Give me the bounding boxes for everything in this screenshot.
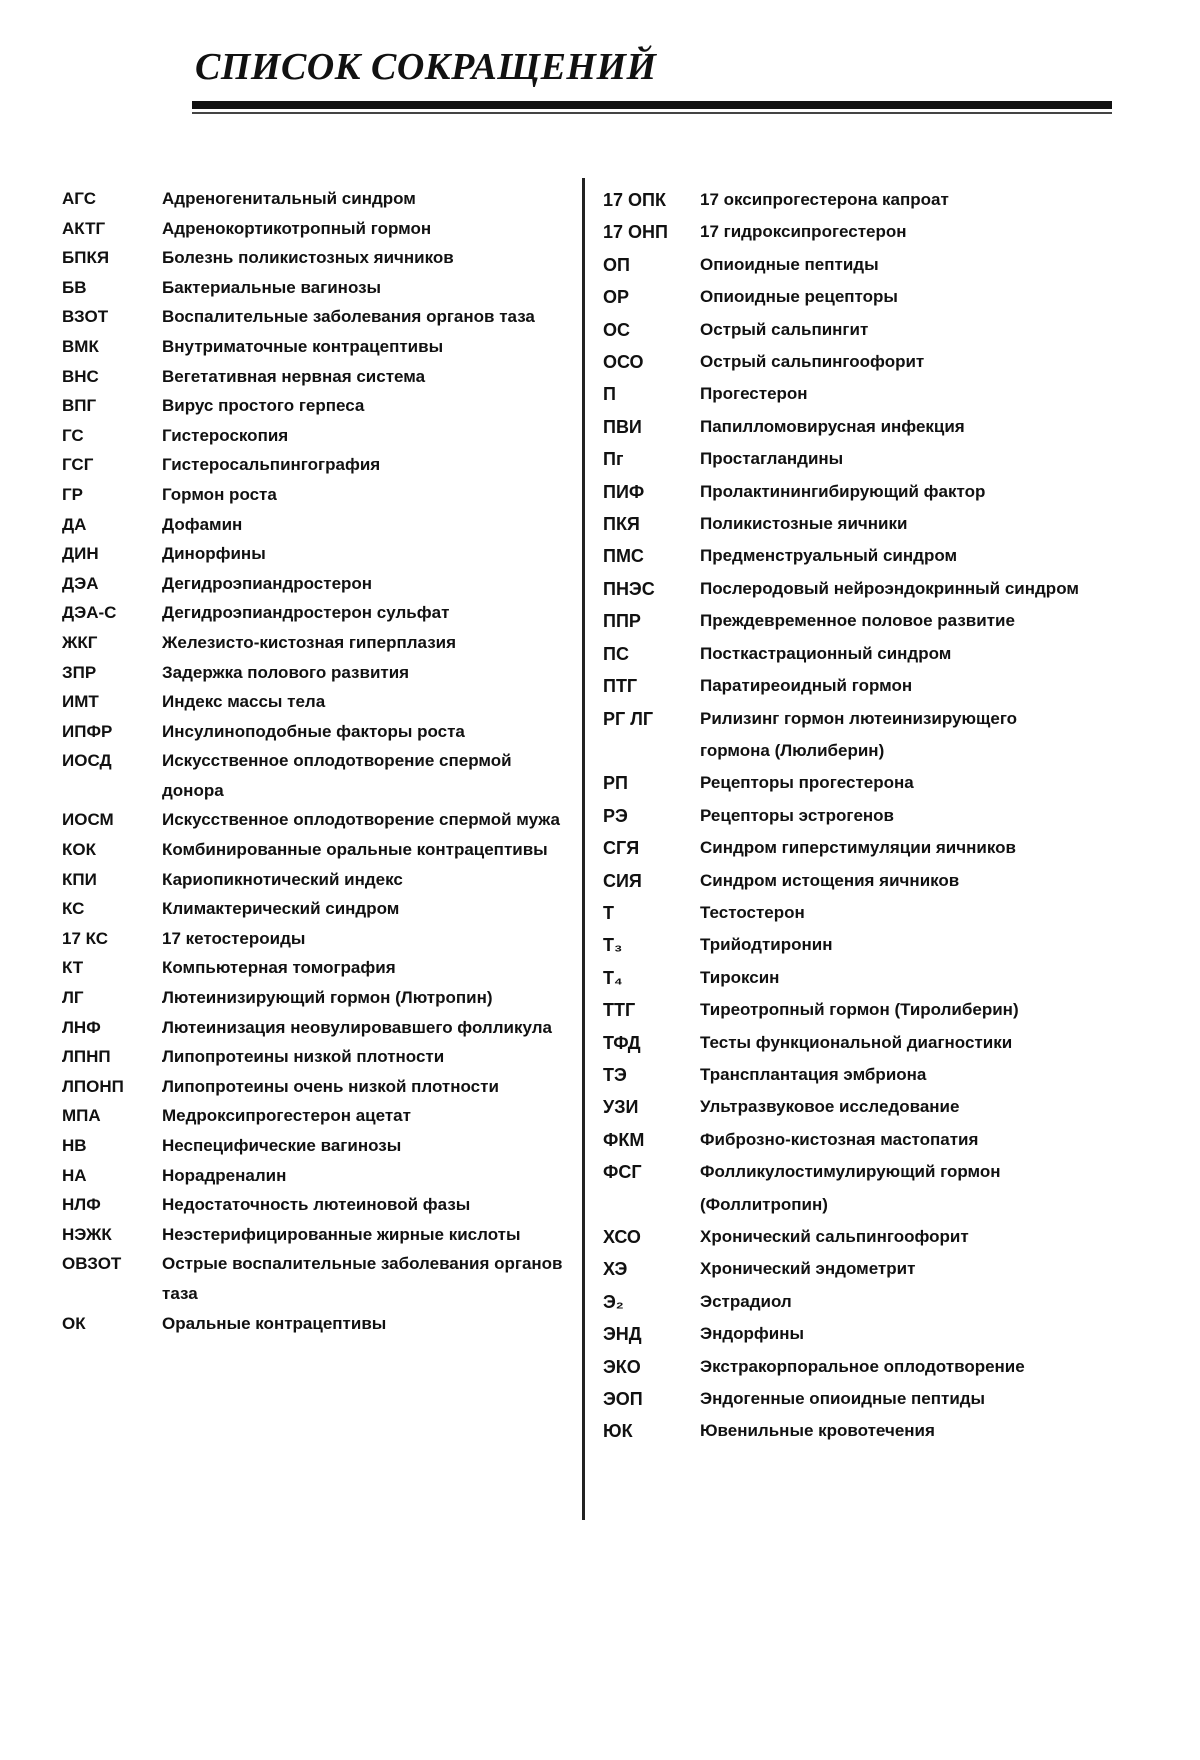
abbreviation-entry (603, 443, 1083, 475)
abbreviation-term: ДА (62, 514, 87, 534)
abbreviation-definition: Вегетативная нервная система (162, 366, 426, 386)
abbreviation-term: РГ ЛГ (603, 708, 654, 729)
abbreviation-definition: Неэстерифицированные жирные кислоты (162, 1224, 521, 1244)
abbreviation-entry (603, 184, 1083, 216)
abbreviation-entry (62, 1190, 570, 1220)
abbreviation-definition: Воспалительные заболевания органов таза (162, 307, 535, 327)
abbreviation-term: ВМК (62, 336, 99, 356)
abbreviation-term: БПКЯ (62, 248, 110, 268)
abbreviation-entry (603, 216, 1083, 248)
abbreviation-term: ЮК (603, 1421, 633, 1442)
abbreviation-entry (603, 1383, 1083, 1415)
abbreviation-definition: Железисто-кистозная гиперплазия (162, 632, 457, 652)
abbreviation-term: ХСО (603, 1227, 641, 1247)
abbreviation-entry (603, 865, 1083, 897)
abbreviation-entry (603, 1124, 1083, 1156)
abbreviation-definition: Липопротеины очень низкой плотности (162, 1076, 499, 1096)
abbreviation-definition: Эндорфины (700, 1324, 805, 1344)
abbreviation-definition: Ультразвуковое исследование (700, 1097, 960, 1117)
abbreviation-entry (62, 332, 570, 362)
abbreviation-definition: Пролактинингибирующий фактор (700, 481, 986, 501)
abbreviation-entry (603, 994, 1083, 1026)
abbreviation-definition: Ювенильные кровотечения (700, 1421, 935, 1441)
abbreviation-entry (603, 1091, 1083, 1123)
abbreviation-term: ОК (62, 1313, 86, 1333)
abbreviation-entry (62, 953, 570, 983)
page-title: СПИСОК СОКРАЩЕНИЙ (195, 46, 657, 88)
abbreviation-entry (62, 510, 570, 540)
abbreviation-definition: Дофамин (162, 514, 243, 534)
abbreviation-definition: Паратиреоидный гормон (700, 676, 913, 696)
abbreviation-entry (603, 508, 1083, 540)
abbreviation-term: Э₂ (603, 1291, 624, 1312)
abbreviation-definition: Посткастрационный синдром (700, 643, 952, 663)
abbreviation-definition: Предменструальный синдром (700, 546, 958, 566)
abbreviation-term: ПНЭС (603, 578, 655, 599)
abbreviation-definition: Рилизинг гормон лютеинизирующего гормона (Люлиберин) (700, 708, 1018, 760)
abbreviation-term: Пг (603, 449, 624, 470)
abbreviation-term: РЭ (603, 805, 628, 826)
abbreviation-term: НЛФ (62, 1195, 101, 1215)
abbreviation-entry (62, 302, 570, 332)
abbreviation-term: КТ (62, 958, 84, 978)
abbreviation-entry (603, 800, 1083, 832)
abbreviation-entry (603, 1156, 1083, 1221)
abbreviation-term: КПИ (62, 869, 97, 889)
abbreviation-definition: Гистеросальпингография (162, 455, 381, 475)
abbreviation-term: ХЭ (603, 1259, 628, 1280)
abbreviation-entry (603, 314, 1083, 346)
abbreviation-entry (603, 638, 1083, 670)
abbreviation-definition: Компьютерная томография (162, 958, 396, 978)
abbreviation-definition: Климактерический синдром (162, 899, 400, 919)
abbreviation-term: БВ (62, 277, 87, 297)
abbreviation-entry (603, 1415, 1083, 1447)
abbreviation-entry (62, 569, 570, 599)
abbreviation-term: ОСО (603, 352, 644, 373)
abbreviation-definition: Острый сальпингоофорит (700, 352, 925, 372)
abbreviation-definition: Задержка полового развития (162, 662, 410, 682)
abbreviation-term: ИПФР (62, 721, 113, 741)
abbreviation-term: ЛПНП (62, 1047, 111, 1067)
abbreviation-term: ВНС (62, 366, 99, 386)
abbreviation-term: Т₄ (603, 967, 623, 988)
abbreviation-entry (603, 1027, 1083, 1059)
abbreviation-entry (603, 476, 1083, 508)
abbreviation-entry (62, 1309, 570, 1339)
abbreviation-entry (603, 1253, 1083, 1285)
abbreviation-entry (62, 421, 570, 451)
abbreviation-entry (62, 983, 570, 1013)
abbreviation-definition: Гормон роста (162, 484, 277, 504)
abbreviation-definition: Фолликулостимулирующий гормон (Фоллитропин) (700, 1162, 1001, 1214)
abbreviation-entry (603, 962, 1083, 994)
abbreviation-term: КС (62, 899, 85, 919)
abbreviation-term: ГС (62, 425, 84, 445)
abbreviation-definition: Тестостерон (700, 902, 805, 922)
abbreviation-entry (603, 929, 1083, 961)
abbreviation-definition: Трийодтиронин (700, 935, 833, 955)
abbreviation-entry (603, 1221, 1083, 1253)
abbreviation-definition: Опиоидные пептиды (700, 254, 879, 274)
abbreviation-entry (62, 539, 570, 569)
abbreviation-entry (62, 687, 570, 717)
abbreviation-definition: Послеродовый нейроэндокринный синдром (700, 578, 1079, 598)
abbreviation-definition: Эстрадиол (700, 1291, 792, 1311)
abbreviation-entry (603, 346, 1083, 378)
abbreviation-entry (62, 746, 570, 805)
abbreviation-term: ЗПР (62, 662, 97, 682)
abbreviation-entry (62, 1042, 570, 1072)
abbreviation-term: ТТГ (603, 1000, 636, 1021)
abbreviation-definition: Комбинированные оральные контрацептивы (162, 840, 548, 860)
abbreviation-entry (603, 670, 1083, 702)
abbreviation-term: РП (603, 773, 628, 794)
abbreviation-entry (603, 832, 1083, 864)
abbreviation-entry (62, 214, 570, 244)
abbreviation-definition: Преждевременное половое развитие (700, 611, 1015, 631)
abbreviation-entry (603, 897, 1083, 929)
abbreviation-definition: Бактериальные вагинозы (162, 277, 382, 297)
abbreviation-term: ПВИ (603, 416, 642, 437)
abbreviation-definition: Дегидроэпиандростерон (162, 573, 373, 593)
abbreviation-term: ППР (603, 611, 641, 632)
abbreviation-term: ФСГ (603, 1162, 642, 1183)
abbreviation-term: Т (603, 902, 614, 923)
abbreviation-entry (62, 658, 570, 688)
abbreviation-term: ИОСМ (62, 810, 114, 830)
abbreviation-entry (603, 378, 1083, 410)
abbreviation-term: ГСГ (62, 455, 94, 475)
abbreviation-definition: Острый сальпингит (700, 319, 869, 339)
abbreviation-entry (62, 1161, 570, 1191)
abbreviation-entry (603, 605, 1083, 637)
abbreviation-entry (603, 249, 1083, 281)
abbreviation-term: П (603, 384, 616, 405)
abbreviation-entry (62, 835, 570, 865)
abbreviation-term: ФКМ (603, 1129, 645, 1150)
abbreviation-term: ЖКГ (62, 632, 98, 652)
abbreviation-term: ОС (603, 319, 630, 340)
abbreviation-entry (62, 865, 570, 895)
abbreviation-term: ПМС (603, 546, 644, 567)
abbreviation-term: ДЭА (62, 573, 99, 593)
title-rule (192, 101, 1112, 109)
abbreviation-term: ИМТ (62, 692, 99, 712)
abbreviation-term: Т₃ (603, 935, 623, 956)
abbreviation-definition: Опиоидные рецепторы (700, 287, 898, 307)
abbreviation-term: НЭЖК (62, 1224, 112, 1244)
abbreviation-term: КОК (62, 840, 96, 860)
abbreviation-entry (62, 1249, 570, 1308)
abbreviation-term: ПС (603, 643, 629, 664)
abbreviation-definition: Адреногенитальный синдром (162, 189, 416, 208)
abbreviation-term: ГР (62, 484, 83, 504)
abbreviation-term: ЭКО (603, 1356, 641, 1377)
abbreviation-entry (603, 573, 1083, 605)
abbreviation-entry (603, 540, 1083, 572)
abbreviation-definition: Рецепторы эстрогенов (700, 805, 895, 825)
abbreviation-definition: Рецепторы прогестерона (700, 773, 914, 793)
abbreviation-definition: Адренокортикотропный гормон (162, 218, 432, 238)
column-divider (582, 178, 585, 1520)
abbreviation-entry (62, 1101, 570, 1131)
abbreviation-entry (62, 1013, 570, 1043)
abbreviation-entry (603, 411, 1083, 443)
abbreviation-term: ТФД (603, 1032, 641, 1053)
abbreviation-term: ЭНД (603, 1324, 642, 1345)
abbreviation-entry (62, 450, 570, 480)
abbreviation-entry (62, 894, 570, 924)
abbreviation-term: ДИН (62, 544, 99, 564)
abbreviation-definition: Хронический сальпингоофорит (700, 1227, 969, 1246)
abbreviation-definition: Трансплантация эмбриона (700, 1064, 927, 1084)
abbreviation-definition: 17 оксипрогестерона капроат (700, 190, 949, 209)
abbreviation-term: ЛГ (62, 988, 84, 1008)
abbreviation-definition: Тироксин (700, 967, 780, 987)
abbreviation-entry (62, 805, 570, 835)
abbreviation-entry (62, 1220, 570, 1250)
abbreviation-term: ОВЗОТ (62, 1254, 122, 1274)
abbreviation-term: 17 ОНП (603, 222, 668, 243)
abbreviation-entry (603, 1318, 1083, 1350)
abbreviation-term: ПТГ (603, 676, 638, 697)
abbreviation-definition: Искусственное оплодотворение спермой донора (162, 751, 512, 800)
abbreviation-definition: Индекс массы тела (162, 692, 326, 712)
abbreviation-entry (62, 391, 570, 421)
abbreviation-definition: Медроксипрогестерон ацетат (162, 1106, 411, 1126)
abbreviation-entry (603, 1351, 1083, 1383)
abbreviation-entry (62, 362, 570, 392)
abbreviation-definition: Лютеинизация неовулировавшего фолликула (162, 1017, 552, 1037)
abbreviation-definition: Тесты функциональной диагностики (700, 1032, 1013, 1052)
abbreviation-term: НА (62, 1165, 87, 1185)
abbreviation-entry (603, 1286, 1083, 1318)
abbreviation-definition: Недостаточность лютеиновой фазы (162, 1195, 471, 1215)
abbreviation-entry (603, 1059, 1083, 1091)
abbreviation-definition: Тиреотропный гормон (Тиролиберин) (700, 1000, 1019, 1020)
abbreviation-definition: Хронический эндометрит (700, 1259, 916, 1279)
abbreviation-term: УЗИ (603, 1097, 639, 1118)
abbreviation-definition: Неспецифические вагинозы (162, 1136, 402, 1155)
abbreviation-term: 17 ОПК (603, 190, 666, 210)
right-column (603, 184, 1083, 1448)
abbreviation-definition: Лютеинизирующий гормон (Лютропин) (162, 988, 493, 1008)
abbreviation-entry (62, 273, 570, 303)
abbreviation-term: МПА (62, 1106, 101, 1126)
abbreviation-entry (62, 1131, 570, 1161)
abbreviation-definition: Инсулиноподобные факторы роста (162, 721, 465, 741)
title-rule-thin (192, 112, 1112, 114)
abbreviation-entry (603, 703, 1083, 768)
abbreviation-definition: Дегидроэпиандростерон сульфат (162, 603, 450, 623)
abbreviation-entry (62, 598, 570, 628)
abbreviation-definition: Синдром гиперстимуляции яичников (700, 838, 1016, 858)
abbreviation-term: ЭОП (603, 1389, 643, 1410)
left-column (62, 184, 570, 1338)
abbreviation-definition: Динорфины (162, 544, 266, 564)
abbreviation-term: ЛНФ (62, 1017, 101, 1037)
abbreviation-entry (62, 924, 570, 954)
abbreviation-term: ПИФ (603, 481, 645, 502)
abbreviation-term: 17 КС (62, 928, 109, 948)
abbreviation-definition: Внутриматочные контрацептивы (162, 336, 444, 356)
abbreviation-entry (62, 184, 570, 214)
abbreviation-term: ИОСД (62, 751, 112, 771)
abbreviation-term: ВЗОТ (62, 307, 109, 327)
abbreviation-definition: 17 гидроксипрогестерон (700, 222, 907, 242)
abbreviation-entry (62, 480, 570, 510)
abbreviation-definition: Вирус простого герпеса (162, 396, 365, 416)
abbreviation-definition: Поликистозные яичники (700, 514, 908, 534)
abbreviation-definition: Болезнь поликистозных яичников (162, 248, 454, 268)
abbreviation-definition: Липопротеины низкой плотности (162, 1047, 445, 1067)
abbreviation-definition: Острые воспалительные заболевания органов таза (162, 1254, 563, 1303)
abbreviation-term: ВПГ (62, 396, 97, 416)
abbreviation-definition: Папилломовирусная инфекция (700, 416, 965, 436)
abbreviation-entry (62, 628, 570, 658)
abbreviation-entry (62, 717, 570, 747)
abbreviation-definition: Прогестерон (700, 384, 808, 404)
abbreviation-term: НВ (62, 1136, 87, 1155)
abbreviation-definition: Гистероскопия (162, 425, 289, 445)
abbreviation-definition: 17 кетостероиды (162, 928, 306, 948)
abbreviation-term: ПКЯ (603, 514, 640, 535)
abbreviation-definition: Эндогенные опиоидные пептиды (700, 1389, 986, 1409)
abbreviation-entry (62, 243, 570, 273)
abbreviation-entry (603, 767, 1083, 799)
abbreviation-term: АКТГ (62, 218, 106, 238)
abbreviation-term: ДЭА-С (62, 603, 117, 623)
abbreviation-definition: Норадреналин (162, 1165, 287, 1185)
abbreviation-definition: Оральные контрацептивы (162, 1313, 387, 1333)
abbreviation-definition: Экстракорпоральное оплодотворение (700, 1356, 1025, 1376)
abbreviation-term: АГС (62, 189, 96, 208)
abbreviation-definition: Кариопикнотический индекс (162, 869, 403, 889)
abbreviation-term: ЛПОНП (62, 1076, 124, 1096)
abbreviation-term: ОР (603, 287, 630, 308)
abbreviation-term: ТЭ (603, 1064, 627, 1085)
abbreviation-definition: Синдром истощения яичников (700, 870, 960, 890)
abbreviation-entry (603, 281, 1083, 313)
abbreviation-definition: Простагландины (700, 449, 844, 469)
abbreviation-definition: Фиброзно-кистозная мастопатия (700, 1129, 979, 1149)
abbreviation-definition: Искусственное оплодотворение спермой мужа (162, 810, 561, 830)
abbreviation-term: СГЯ (603, 838, 640, 859)
abbreviation-entry (62, 1072, 570, 1102)
abbreviation-term: ОП (603, 254, 630, 275)
abbreviation-term: СИЯ (603, 870, 642, 891)
